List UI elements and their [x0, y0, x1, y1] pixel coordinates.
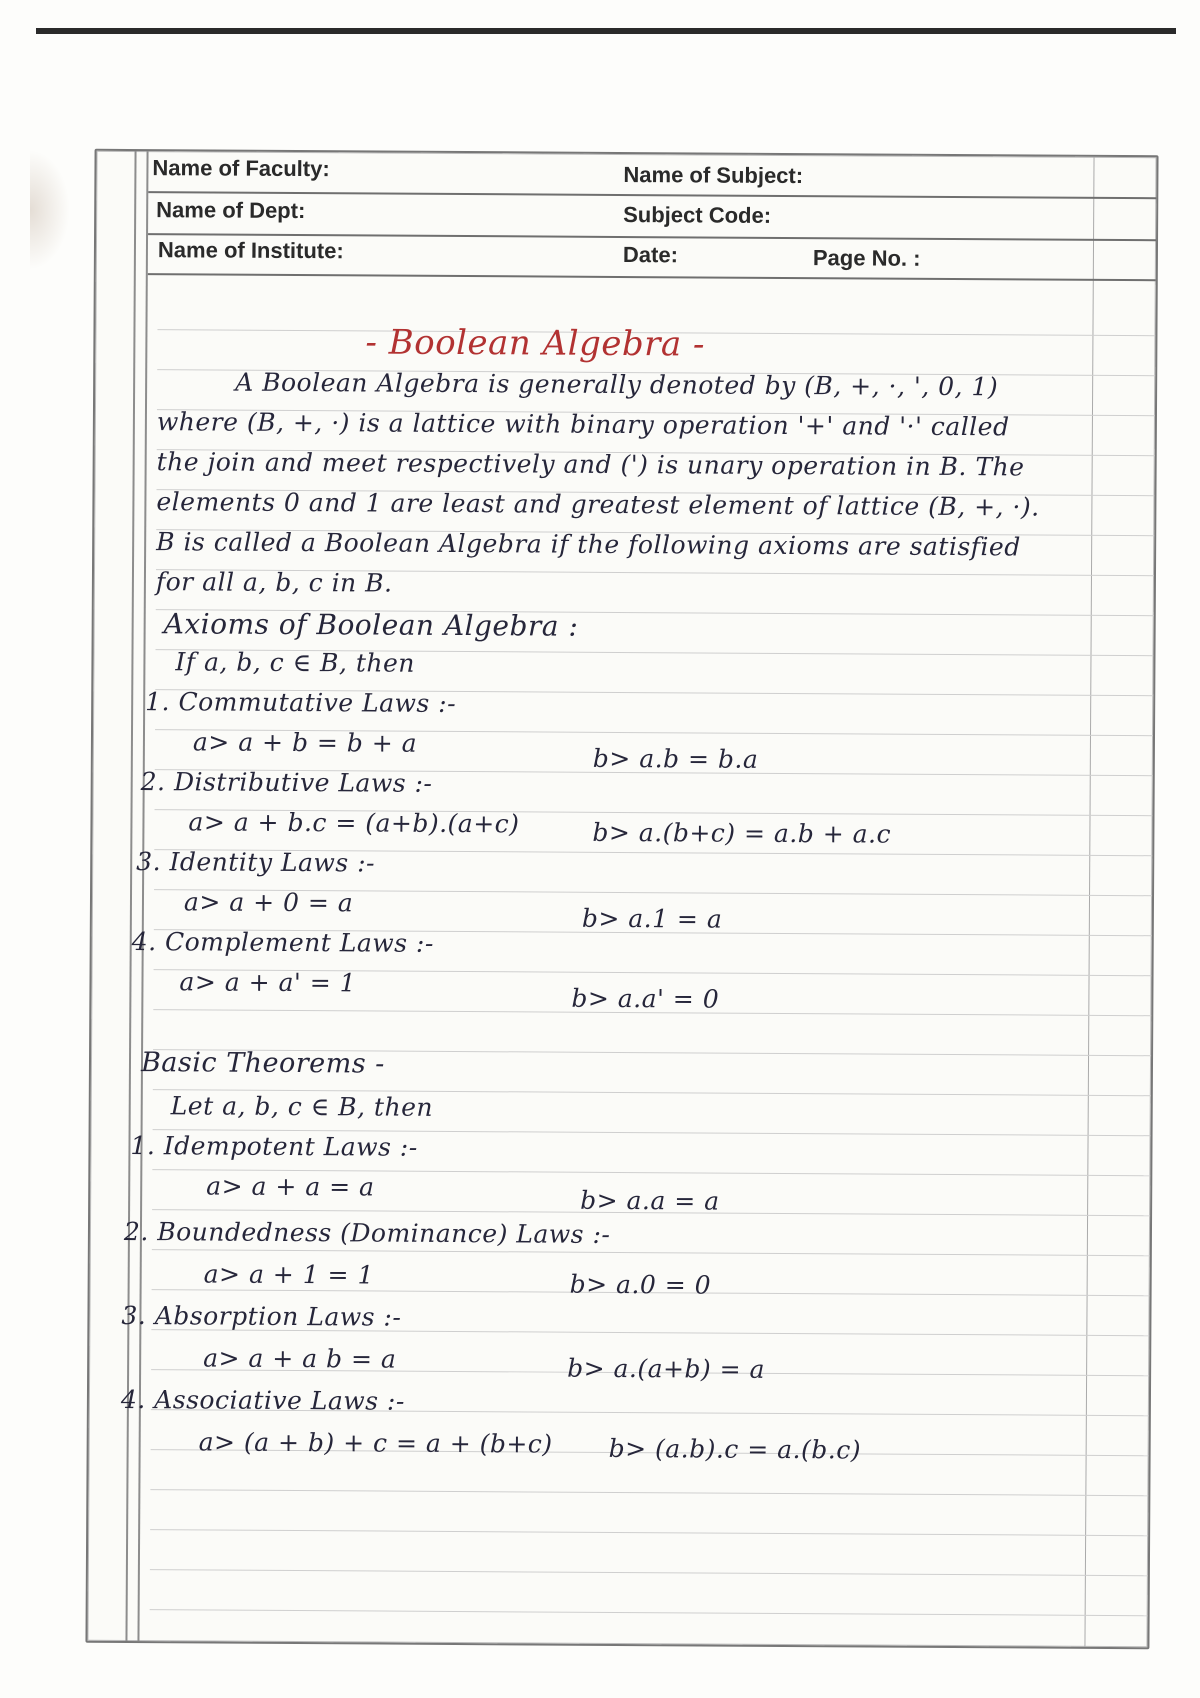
law-part-b: b> a.a' = 0	[571, 983, 720, 1014]
law-part-b: b> a.b = b.a	[592, 743, 759, 774]
law-part-a: a> a + b.c = (a+b).(a+c)	[188, 807, 520, 839]
page-title: - Boolean Algebra -	[365, 322, 706, 365]
dept-label: Name of Dept:	[156, 197, 306, 224]
law-part-a: a> a + b = b + a	[192, 727, 418, 758]
axioms-condition: If a, b, c ∈ B, then	[175, 647, 416, 678]
law-part-a: a> a + 1 = 1	[203, 1259, 374, 1290]
intro-line: for all a, b, c in B.	[155, 567, 393, 598]
law-part-b: b> (a.b).c = a.(b.c)	[608, 1433, 862, 1465]
law-part-a: a> (a + b) + c = a + (b+c)	[198, 1427, 553, 1459]
subject-code-label: Subject Code:	[623, 201, 772, 228]
intro-line: where (B, +, ·) is a lattice with binary operation '+' and '·' called	[156, 407, 1010, 442]
law-name: 3. Identity Laws :-	[136, 847, 376, 878]
top-scan-border	[36, 28, 1176, 34]
page-edge-shadow	[30, 150, 70, 270]
law-name: 3. Absorption Laws :-	[121, 1300, 402, 1332]
axioms-heading: Axioms of Boolean Algebra :	[163, 607, 579, 643]
page-no-label: Page No. :	[812, 245, 921, 271]
law-part-b: b> a.(a+b) = a	[567, 1353, 766, 1384]
law-part-a: a> a + a = a	[206, 1171, 375, 1202]
date-label: Date:	[622, 241, 679, 268]
law-name: 4. Complement Laws :-	[131, 927, 434, 958]
law-part-a: a> a + a' = 1	[179, 967, 357, 998]
law-name: 2. Distributive Laws :-	[140, 767, 433, 798]
law-name: 1. Idempotent Laws :-	[130, 1131, 418, 1162]
intro-line: elements 0 and 1 are least and greatest element of lattice (B, +, ·).	[156, 487, 1040, 522]
subject-label: Name of Subject:	[623, 161, 804, 189]
law-part-a: a> a + a b = a	[203, 1343, 397, 1374]
institute-label: Name of Institute:	[157, 237, 344, 264]
notebook-page	[85, 149, 1158, 1649]
law-part-b: b> a.1 = a	[581, 903, 723, 934]
intro-line: B is called a Boolean Algebra if the following axioms are satisfied	[156, 527, 1021, 562]
law-name: 1. Commutative Laws :-	[145, 687, 457, 718]
printed-header	[148, 151, 1157, 295]
law-part-b: b> a.0 = 0	[569, 1269, 712, 1300]
law-name: 4. Associative Laws :-	[120, 1384, 405, 1416]
law-part-a: a> a + 0 = a	[183, 887, 354, 918]
intro-line: the join and meet respectively and (') is unary operation in B. The	[156, 447, 1025, 482]
theorems-heading: Basic Theorems -	[140, 1047, 385, 1080]
law-name: 2. Boundedness (Dominance) Laws :-	[123, 1216, 611, 1249]
faculty-label: Name of Faculty:	[152, 155, 330, 182]
theorems-condition: Let a, b, c ∈ B, then	[170, 1091, 434, 1122]
intro-line: A Boolean Algebra is generally denoted by (B, +, ·, ', 0, 1)	[235, 367, 999, 402]
law-part-b: b> a.(b+c) = a.b + a.c	[592, 817, 892, 849]
law-part-b: b> a.a = a	[580, 1185, 720, 1216]
